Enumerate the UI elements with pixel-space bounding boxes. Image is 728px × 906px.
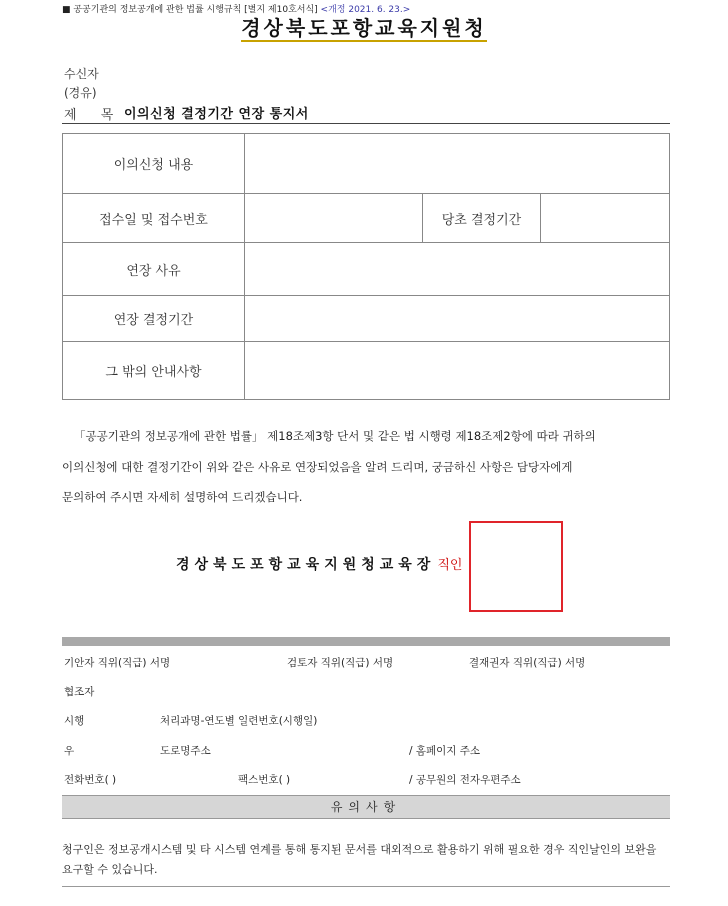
- body-text-line-3: 문의하여 주시면 자세히 설명하여 드리겠습니다.: [62, 490, 303, 504]
- bottom-divider: [62, 886, 670, 887]
- form-row-receipt: [63, 194, 670, 243]
- reviewer-label: 검토자 직위(직급) 서명: [287, 657, 394, 669]
- seal-box: [469, 521, 563, 612]
- agency-title: [0, 12, 728, 41]
- email-label: / 공무원의 전자우편주소: [409, 774, 521, 786]
- cooperator-label: 협조자: [64, 686, 95, 698]
- notice-text: 청구인은 정보공개시스템 및 타 시스템 연계를 통해 통지된 문서를 대외적으로 활용하기 위해 필요한 경우 직인날인의 보완을 요구할 수 있습니다.: [62, 843, 657, 876]
- notice-form-table: [62, 133, 670, 400]
- recipient-label: 수신자: [64, 67, 99, 81]
- extension-reason-field[interactable]: [245, 243, 670, 296]
- appeal-content-field[interactable]: [245, 134, 670, 194]
- notice-title-bar: [62, 795, 670, 819]
- drafter-label: 기안자 직위(직급) 서명: [64, 657, 171, 669]
- subject-label: 제 목: [64, 108, 124, 123]
- extension-reason-label: 연장 사유: [63, 243, 245, 296]
- road-address-label: 도로명주소: [160, 745, 211, 757]
- other-info-field[interactable]: [245, 342, 670, 400]
- form-row-other-info: [63, 342, 670, 400]
- revision-date: <개정 2021. 6. 23.>: [320, 5, 411, 15]
- subject-divider: [62, 123, 670, 124]
- enforcement-label: 시행: [64, 715, 85, 727]
- via-label: (경유): [64, 86, 97, 100]
- extension-period-label: 연장 결정기간: [63, 296, 245, 342]
- form-row-appeal-content: [63, 134, 670, 194]
- section-divider-bar: [62, 637, 670, 646]
- seal-label: 직인: [437, 558, 463, 573]
- phone-label: 전화번호( ): [64, 774, 117, 786]
- receipt-field[interactable]: [245, 194, 423, 243]
- extension-period-field[interactable]: [245, 296, 670, 342]
- other-info-label: 그 밖의 안내사항: [63, 342, 245, 400]
- approver-label: 결재권자 직위(직급) 서명: [469, 657, 586, 669]
- original-period-field[interactable]: [541, 194, 670, 243]
- form-row-extension-reason: [63, 243, 670, 296]
- original-period-label: 당초 결정기간: [423, 194, 541, 243]
- signer-block: [176, 554, 462, 574]
- notice-title: 유의사항: [330, 800, 402, 814]
- appeal-content-label: 이의신청 내용: [63, 134, 245, 194]
- agency-title-text: 경상북도포항교육지원청: [241, 16, 487, 40]
- homepage-label: / 홈페이지 주소: [409, 745, 481, 757]
- form-row-extension-period: [63, 296, 670, 342]
- signer-name: 경상북도포항교육지원청교육장: [176, 557, 436, 573]
- postal-code-label: 우: [64, 745, 75, 757]
- body-text-line-2: 이의신청에 대한 결정기간이 위와 같은 사유로 연장되었음을 알려 드리며, 궁금하신 사항은 담당자에게: [62, 460, 573, 474]
- form-reference-text: ■ 공공기관의 정보공개에 관한 법률 시행규칙 [별지 제10호서식]: [62, 5, 318, 15]
- subject-text: 이의신청 결정기간 연장 통지서: [124, 107, 309, 122]
- fax-label: 팩스번호( ): [238, 774, 291, 786]
- receipt-label: 접수일 및 접수번호: [63, 194, 245, 243]
- enforcement-value: 처리과명-연도별 일련번호(시행일): [160, 715, 318, 727]
- body-text-line-1: 「공공기관의 정보공개에 관한 법률」 제18조제3항 단서 및 같은 법 시행령 제18조제2항에 따라 귀하의: [74, 429, 596, 443]
